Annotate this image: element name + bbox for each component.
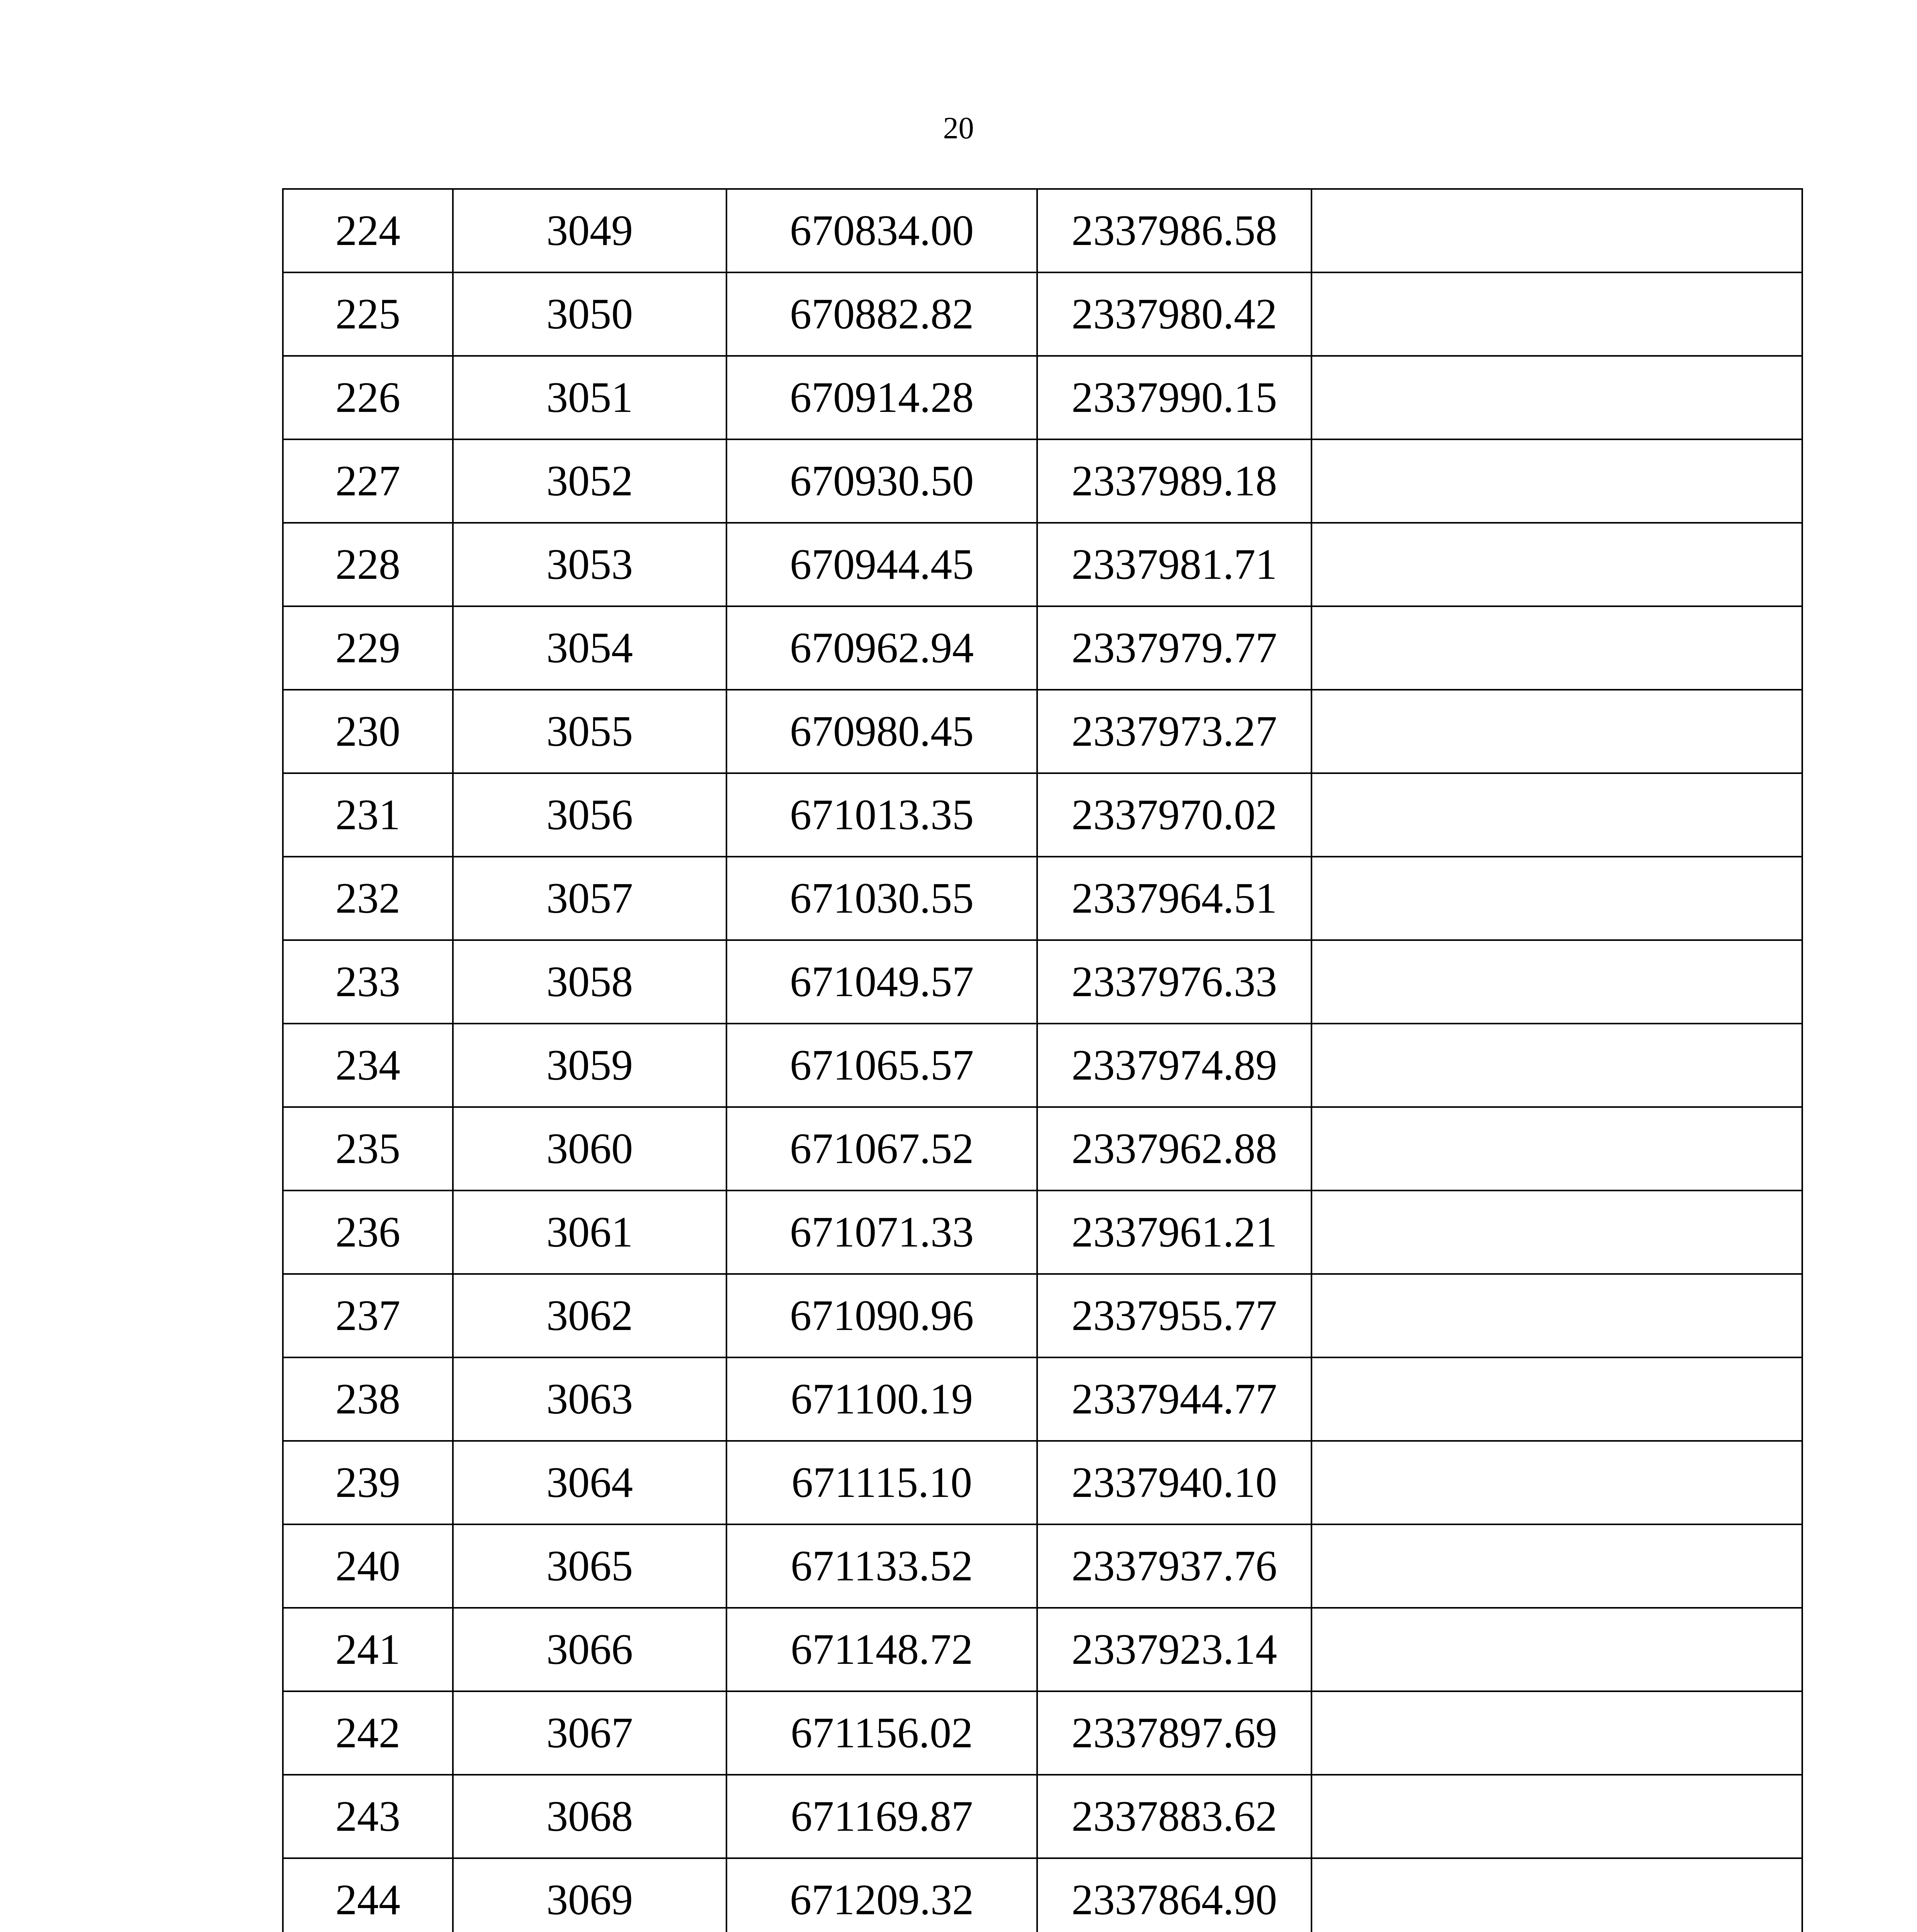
table-cell: 234 bbox=[283, 1024, 453, 1107]
table-cell: 2337986.58 bbox=[1037, 189, 1311, 272]
table-row bbox=[283, 690, 1802, 773]
table-cell: 3066 bbox=[453, 1608, 726, 1691]
table-cell: 671115.10 bbox=[726, 1441, 1037, 1524]
table-cell: 3057 bbox=[453, 857, 726, 940]
table-cell: 3062 bbox=[453, 1274, 726, 1357]
table-cell bbox=[1311, 439, 1802, 523]
table-cell bbox=[1311, 1441, 1802, 1524]
table-cell: 2337937.76 bbox=[1037, 1524, 1311, 1608]
table-cell: 2337989.18 bbox=[1037, 439, 1311, 523]
table-cell: 670962.94 bbox=[726, 606, 1037, 690]
table-cell: 3056 bbox=[453, 773, 726, 857]
table-cell: 3055 bbox=[453, 690, 726, 773]
table-cell: 670944.45 bbox=[726, 523, 1037, 606]
table-cell: 3054 bbox=[453, 606, 726, 690]
table-row bbox=[283, 1691, 1802, 1775]
table-row bbox=[283, 1524, 1802, 1608]
table-row bbox=[283, 189, 1802, 272]
table-cell: 2337883.62 bbox=[1037, 1775, 1311, 1858]
table-row bbox=[283, 523, 1802, 606]
table-row bbox=[283, 1274, 1802, 1357]
table-cell: 2337981.71 bbox=[1037, 523, 1311, 606]
table-row bbox=[283, 439, 1802, 523]
table-cell bbox=[1311, 1691, 1802, 1775]
table-cell: 671067.52 bbox=[726, 1107, 1037, 1190]
table-cell: 3064 bbox=[453, 1441, 726, 1524]
table-cell: 2337944.77 bbox=[1037, 1357, 1311, 1441]
table-row bbox=[283, 1107, 1802, 1190]
table-cell: 228 bbox=[283, 523, 453, 606]
table-cell: 225 bbox=[283, 272, 453, 356]
table-cell: 2337970.02 bbox=[1037, 773, 1311, 857]
table-cell bbox=[1311, 1274, 1802, 1357]
table-cell: 671013.35 bbox=[726, 773, 1037, 857]
table-row bbox=[283, 1441, 1802, 1524]
table-cell: 239 bbox=[283, 1441, 453, 1524]
table-cell bbox=[1311, 356, 1802, 439]
table-body bbox=[283, 189, 1802, 1932]
table-cell: 224 bbox=[283, 189, 453, 272]
table-cell: 3069 bbox=[453, 1858, 726, 1932]
table-cell: 670834.00 bbox=[726, 189, 1037, 272]
table-cell: 671049.57 bbox=[726, 940, 1037, 1024]
table-row bbox=[283, 1858, 1802, 1932]
table-row bbox=[283, 1024, 1802, 1107]
table-cell: 2337973.27 bbox=[1037, 690, 1311, 773]
table-cell bbox=[1311, 1858, 1802, 1932]
table-cell: 2337940.10 bbox=[1037, 1441, 1311, 1524]
table-cell: 671100.19 bbox=[726, 1357, 1037, 1441]
table-cell: 3067 bbox=[453, 1691, 726, 1775]
table-cell: 3061 bbox=[453, 1190, 726, 1274]
table-cell: 670930.50 bbox=[726, 439, 1037, 523]
table-cell: 3052 bbox=[453, 439, 726, 523]
table-cell: 241 bbox=[283, 1608, 453, 1691]
table-row bbox=[283, 940, 1802, 1024]
table-cell bbox=[1311, 690, 1802, 773]
table-cell: 236 bbox=[283, 1190, 453, 1274]
table-cell bbox=[1311, 1190, 1802, 1274]
table-row bbox=[283, 606, 1802, 690]
table-cell bbox=[1311, 1357, 1802, 1441]
table-cell bbox=[1311, 1775, 1802, 1858]
table-cell: 670980.45 bbox=[726, 690, 1037, 773]
table-cell: 671071.33 bbox=[726, 1190, 1037, 1274]
table-cell bbox=[1311, 189, 1802, 272]
table-cell: 2337962.88 bbox=[1037, 1107, 1311, 1190]
table-cell: 671209.32 bbox=[726, 1858, 1037, 1932]
table-cell: 2337864.90 bbox=[1037, 1858, 1311, 1932]
table-row bbox=[283, 1775, 1802, 1858]
table-cell bbox=[1311, 857, 1802, 940]
table-cell: 233 bbox=[283, 940, 453, 1024]
table-cell: 3065 bbox=[453, 1524, 726, 1608]
table-cell: 3059 bbox=[453, 1024, 726, 1107]
table-cell: 2337964.51 bbox=[1037, 857, 1311, 940]
table-cell bbox=[1311, 606, 1802, 690]
table-cell: 2337961.21 bbox=[1037, 1190, 1311, 1274]
table-row bbox=[283, 773, 1802, 857]
table-cell: 670882.82 bbox=[726, 272, 1037, 356]
table-cell: 3049 bbox=[453, 189, 726, 272]
table-row bbox=[283, 1357, 1802, 1441]
table-cell: 3051 bbox=[453, 356, 726, 439]
table-cell: 3060 bbox=[453, 1107, 726, 1190]
table-row bbox=[283, 272, 1802, 356]
coordinate-table bbox=[282, 188, 1803, 1932]
table-cell bbox=[1311, 940, 1802, 1024]
table-cell: 2337955.77 bbox=[1037, 1274, 1311, 1357]
table-cell: 671148.72 bbox=[726, 1608, 1037, 1691]
table-cell bbox=[1311, 1524, 1802, 1608]
table-cell: 232 bbox=[283, 857, 453, 940]
table-row bbox=[283, 1190, 1802, 1274]
table-cell: 2337990.15 bbox=[1037, 356, 1311, 439]
table-cell: 2337980.42 bbox=[1037, 272, 1311, 356]
table-cell: 235 bbox=[283, 1107, 453, 1190]
page-number: 20 bbox=[943, 111, 974, 145]
table-cell: 671156.02 bbox=[726, 1691, 1037, 1775]
table-cell bbox=[1311, 272, 1802, 356]
table-cell: 3050 bbox=[453, 272, 726, 356]
table-cell: 3068 bbox=[453, 1775, 726, 1858]
table-cell: 3053 bbox=[453, 523, 726, 606]
table-cell: 237 bbox=[283, 1274, 453, 1357]
table-cell: 671090.96 bbox=[726, 1274, 1037, 1357]
table-cell: 244 bbox=[283, 1858, 453, 1932]
table-cell: 226 bbox=[283, 356, 453, 439]
table-cell: 2337979.77 bbox=[1037, 606, 1311, 690]
table-cell: 243 bbox=[283, 1775, 453, 1858]
table-cell: 3063 bbox=[453, 1357, 726, 1441]
table-cell: 2337923.14 bbox=[1037, 1608, 1311, 1691]
table-cell: 230 bbox=[283, 690, 453, 773]
table-cell: 242 bbox=[283, 1691, 453, 1775]
table-row bbox=[283, 857, 1802, 940]
table-cell: 231 bbox=[283, 773, 453, 857]
table-cell bbox=[1311, 773, 1802, 857]
table-cell: 671065.57 bbox=[726, 1024, 1037, 1107]
table-cell: 2337897.69 bbox=[1037, 1691, 1311, 1775]
table-cell: 238 bbox=[283, 1357, 453, 1441]
table-cell: 229 bbox=[283, 606, 453, 690]
table-cell: 671030.55 bbox=[726, 857, 1037, 940]
table-cell: 3058 bbox=[453, 940, 726, 1024]
table-cell: 227 bbox=[283, 439, 453, 523]
table-cell bbox=[1311, 1608, 1802, 1691]
table-cell bbox=[1311, 1024, 1802, 1107]
table-cell: 671169.87 bbox=[726, 1775, 1037, 1858]
table-cell: 2337976.33 bbox=[1037, 940, 1311, 1024]
table-cell: 240 bbox=[283, 1524, 453, 1608]
table-cell: 670914.28 bbox=[726, 356, 1037, 439]
table-row bbox=[283, 1608, 1802, 1691]
table-cell: 671133.52 bbox=[726, 1524, 1037, 1608]
table-row bbox=[283, 356, 1802, 439]
table-cell: 2337974.89 bbox=[1037, 1024, 1311, 1107]
table-cell bbox=[1311, 523, 1802, 606]
table-cell bbox=[1311, 1107, 1802, 1190]
